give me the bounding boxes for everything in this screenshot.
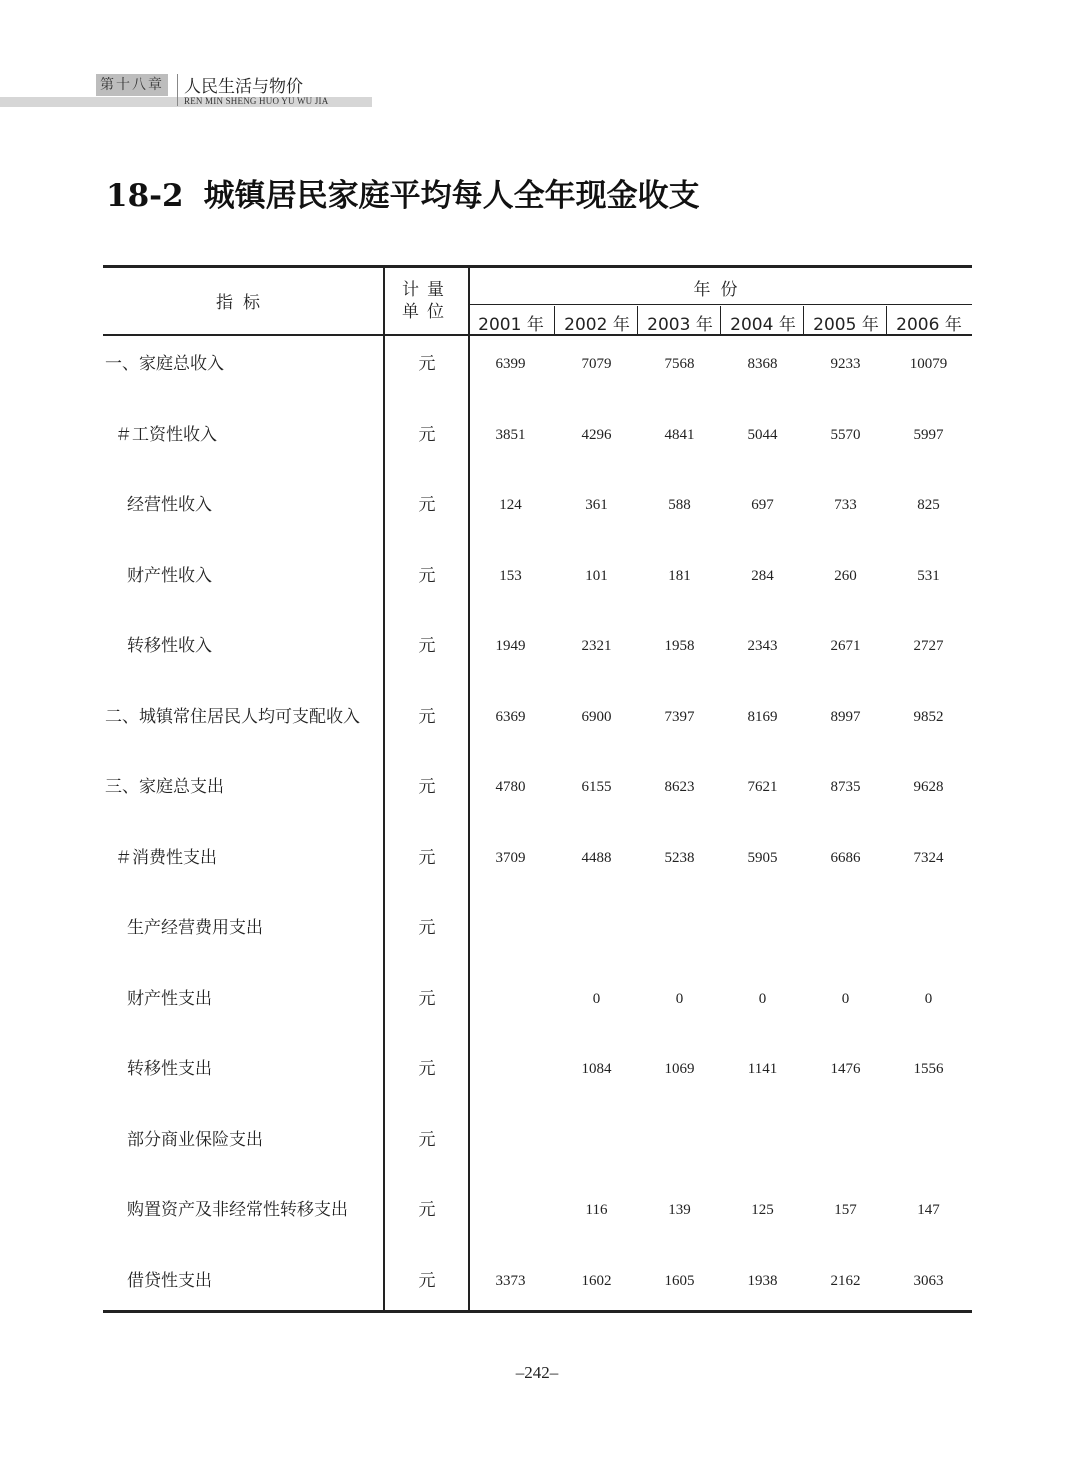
- value-cell: 6399: [495, 356, 526, 372]
- value-cell: 2162: [830, 1273, 861, 1289]
- value-cell: 2727: [913, 638, 944, 654]
- indicator-column-header: 指标: [216, 292, 270, 313]
- value-cell: 3709: [495, 850, 526, 866]
- value-cell: 124: [499, 497, 522, 513]
- year-header: 2006 年: [896, 314, 962, 335]
- row-unit: 元: [418, 425, 436, 445]
- value-cell: 825: [917, 497, 940, 513]
- value-cell: 7568: [664, 356, 695, 372]
- unit-column-header: [385, 279, 469, 323]
- table-row: [103, 1054, 972, 1084]
- value-cell: 1069: [664, 1061, 695, 1077]
- row-unit: 元: [418, 707, 436, 727]
- row-label: 二、城镇常住居民人均可支配收入: [105, 707, 360, 727]
- value-cell: 6155: [581, 779, 612, 795]
- row-label: ＃工资性收入: [115, 425, 217, 445]
- table-row: [103, 561, 972, 591]
- value-cell: 8368: [747, 356, 778, 372]
- value-cell: 4296: [581, 427, 612, 443]
- chapter-title-pinyin: REN MIN SHENG HUO YU WU JIA: [184, 96, 329, 106]
- year-column-divider: [720, 306, 721, 335]
- value-cell: 697: [751, 497, 774, 513]
- value-cell: 9233: [830, 356, 861, 372]
- value-cell: 1938: [747, 1273, 778, 1289]
- value-cell: 6900: [581, 709, 612, 725]
- value-cell: 153: [499, 568, 522, 584]
- value-cell: 1084: [581, 1061, 612, 1077]
- value-cell: 1949: [495, 638, 526, 654]
- value-cell: 0: [924, 991, 933, 1007]
- value-cell: 1141: [747, 1061, 778, 1077]
- value-cell: 7079: [581, 356, 612, 372]
- value-cell: 139: [668, 1202, 691, 1218]
- row-unit: 元: [418, 848, 436, 868]
- value-cell: 7621: [747, 779, 778, 795]
- value-cell: 531: [917, 568, 940, 584]
- chapter-label: 第十八章: [96, 74, 168, 96]
- value-cell: 733: [834, 497, 857, 513]
- unit-header-line2: 单位: [402, 302, 452, 322]
- row-label: 转移性收入: [127, 636, 212, 656]
- value-cell: 4488: [581, 850, 612, 866]
- row-unit: 元: [418, 1200, 436, 1220]
- row-label: 一、家庭总收入: [105, 354, 224, 374]
- value-cell: 5905: [747, 850, 778, 866]
- row-unit: 元: [418, 1130, 436, 1150]
- row-label: 转移性支出: [127, 1059, 212, 1079]
- value-cell: 5570: [830, 427, 861, 443]
- value-cell: 1476: [830, 1061, 861, 1077]
- year-header: 2001 年: [478, 314, 544, 335]
- row-label: 生产经营费用支出: [127, 918, 263, 938]
- value-cell: 9852: [913, 709, 944, 725]
- table-bottom-rule: [103, 1310, 972, 1313]
- row-unit: 元: [418, 566, 436, 586]
- value-cell: 8169: [747, 709, 778, 725]
- year-header: 2003 年: [647, 314, 713, 335]
- value-cell: 2671: [830, 638, 861, 654]
- value-cell: 101: [585, 568, 608, 584]
- data-table: [103, 265, 972, 1315]
- table-row: [103, 1195, 972, 1225]
- value-cell: 2343: [747, 638, 778, 654]
- value-cell: 125: [751, 1202, 774, 1218]
- row-label: 财产性收入: [127, 566, 212, 586]
- year-header: 2002 年: [564, 314, 630, 335]
- table-row: [103, 1266, 972, 1296]
- year-header: 2004 年: [730, 314, 796, 335]
- row-label: 经营性收入: [127, 495, 212, 515]
- value-cell: 1958: [664, 638, 695, 654]
- row-unit: 元: [418, 1271, 436, 1291]
- table-title-text: 城镇居民家庭平均每人全年现金收支: [203, 178, 700, 214]
- row-label: 借贷性支出: [127, 1271, 212, 1291]
- table-number: 18-2: [106, 178, 184, 214]
- value-cell: 6369: [495, 709, 526, 725]
- table-row: [103, 1125, 972, 1155]
- years-group-header: 年份: [693, 280, 748, 300]
- value-cell: 3373: [495, 1273, 526, 1289]
- value-cell: 8997: [830, 709, 861, 725]
- value-cell: 7397: [664, 709, 695, 725]
- row-unit: 元: [418, 636, 436, 656]
- chapter-title: 人民生活与物价: [184, 77, 303, 97]
- value-cell: 116: [585, 1202, 608, 1218]
- unit-header-line1: 计量: [402, 280, 452, 300]
- value-cell: 3063: [913, 1273, 944, 1289]
- value-cell: 8735: [830, 779, 861, 795]
- value-cell: 9628: [913, 779, 944, 795]
- row-label: 购置资产及非经常性转移支出: [127, 1200, 348, 1220]
- value-cell: 0: [841, 991, 850, 1007]
- value-cell: 5044: [747, 427, 778, 443]
- year-column-divider: [554, 306, 555, 335]
- value-cell: 4780: [495, 779, 526, 795]
- table-row: [103, 349, 972, 379]
- value-cell: 157: [834, 1202, 857, 1218]
- value-cell: 361: [585, 497, 608, 513]
- row-unit: 元: [418, 1059, 436, 1079]
- value-cell: 181: [668, 568, 691, 584]
- year-column-divider: [637, 306, 638, 335]
- row-label: 三、家庭总支出: [105, 777, 224, 797]
- value-cell: 1602: [581, 1273, 612, 1289]
- table-row: [103, 843, 972, 873]
- table-row: [103, 984, 972, 1014]
- value-cell: 1556: [913, 1061, 944, 1077]
- row-label: 财产性支出: [127, 989, 212, 1009]
- value-cell: 0: [592, 991, 601, 1007]
- value-cell: 260: [834, 568, 857, 584]
- value-cell: 2321: [581, 638, 612, 654]
- value-cell: 7324: [913, 850, 944, 866]
- row-unit: 元: [418, 777, 436, 797]
- year-column-divider: [803, 306, 804, 335]
- row-unit: 元: [418, 989, 436, 1009]
- value-cell: 0: [675, 991, 684, 1007]
- value-cell: 4841: [664, 427, 695, 443]
- row-label: 部分商业保险支出: [127, 1130, 263, 1150]
- value-cell: 147: [917, 1202, 940, 1218]
- value-cell: 284: [751, 568, 774, 584]
- value-cell: 6686: [830, 850, 861, 866]
- table-row: [103, 420, 972, 450]
- row-unit: 元: [418, 354, 436, 374]
- row-label: ＃消费性支出: [115, 848, 217, 868]
- value-cell: 588: [668, 497, 691, 513]
- year-column-divider: [886, 306, 887, 335]
- value-cell: 10079: [909, 356, 948, 372]
- value-cell: 5997: [913, 427, 944, 443]
- year-header: 2005 年: [813, 314, 879, 335]
- page-number: –242–: [515, 1363, 559, 1382]
- table-row: [103, 631, 972, 661]
- table-row: [103, 772, 972, 802]
- value-cell: 1605: [664, 1273, 695, 1289]
- table-row: [103, 702, 972, 732]
- table-title: [106, 170, 700, 215]
- table-row: [103, 913, 972, 943]
- value-cell: 3851: [495, 427, 526, 443]
- row-unit: 元: [418, 495, 436, 515]
- header-divider: [177, 74, 178, 106]
- years-header-rule: [469, 304, 972, 305]
- value-cell: 0: [758, 991, 767, 1007]
- value-cell: 8623: [664, 779, 695, 795]
- value-cell: 5238: [664, 850, 695, 866]
- row-unit: 元: [418, 918, 436, 938]
- table-row: [103, 490, 972, 520]
